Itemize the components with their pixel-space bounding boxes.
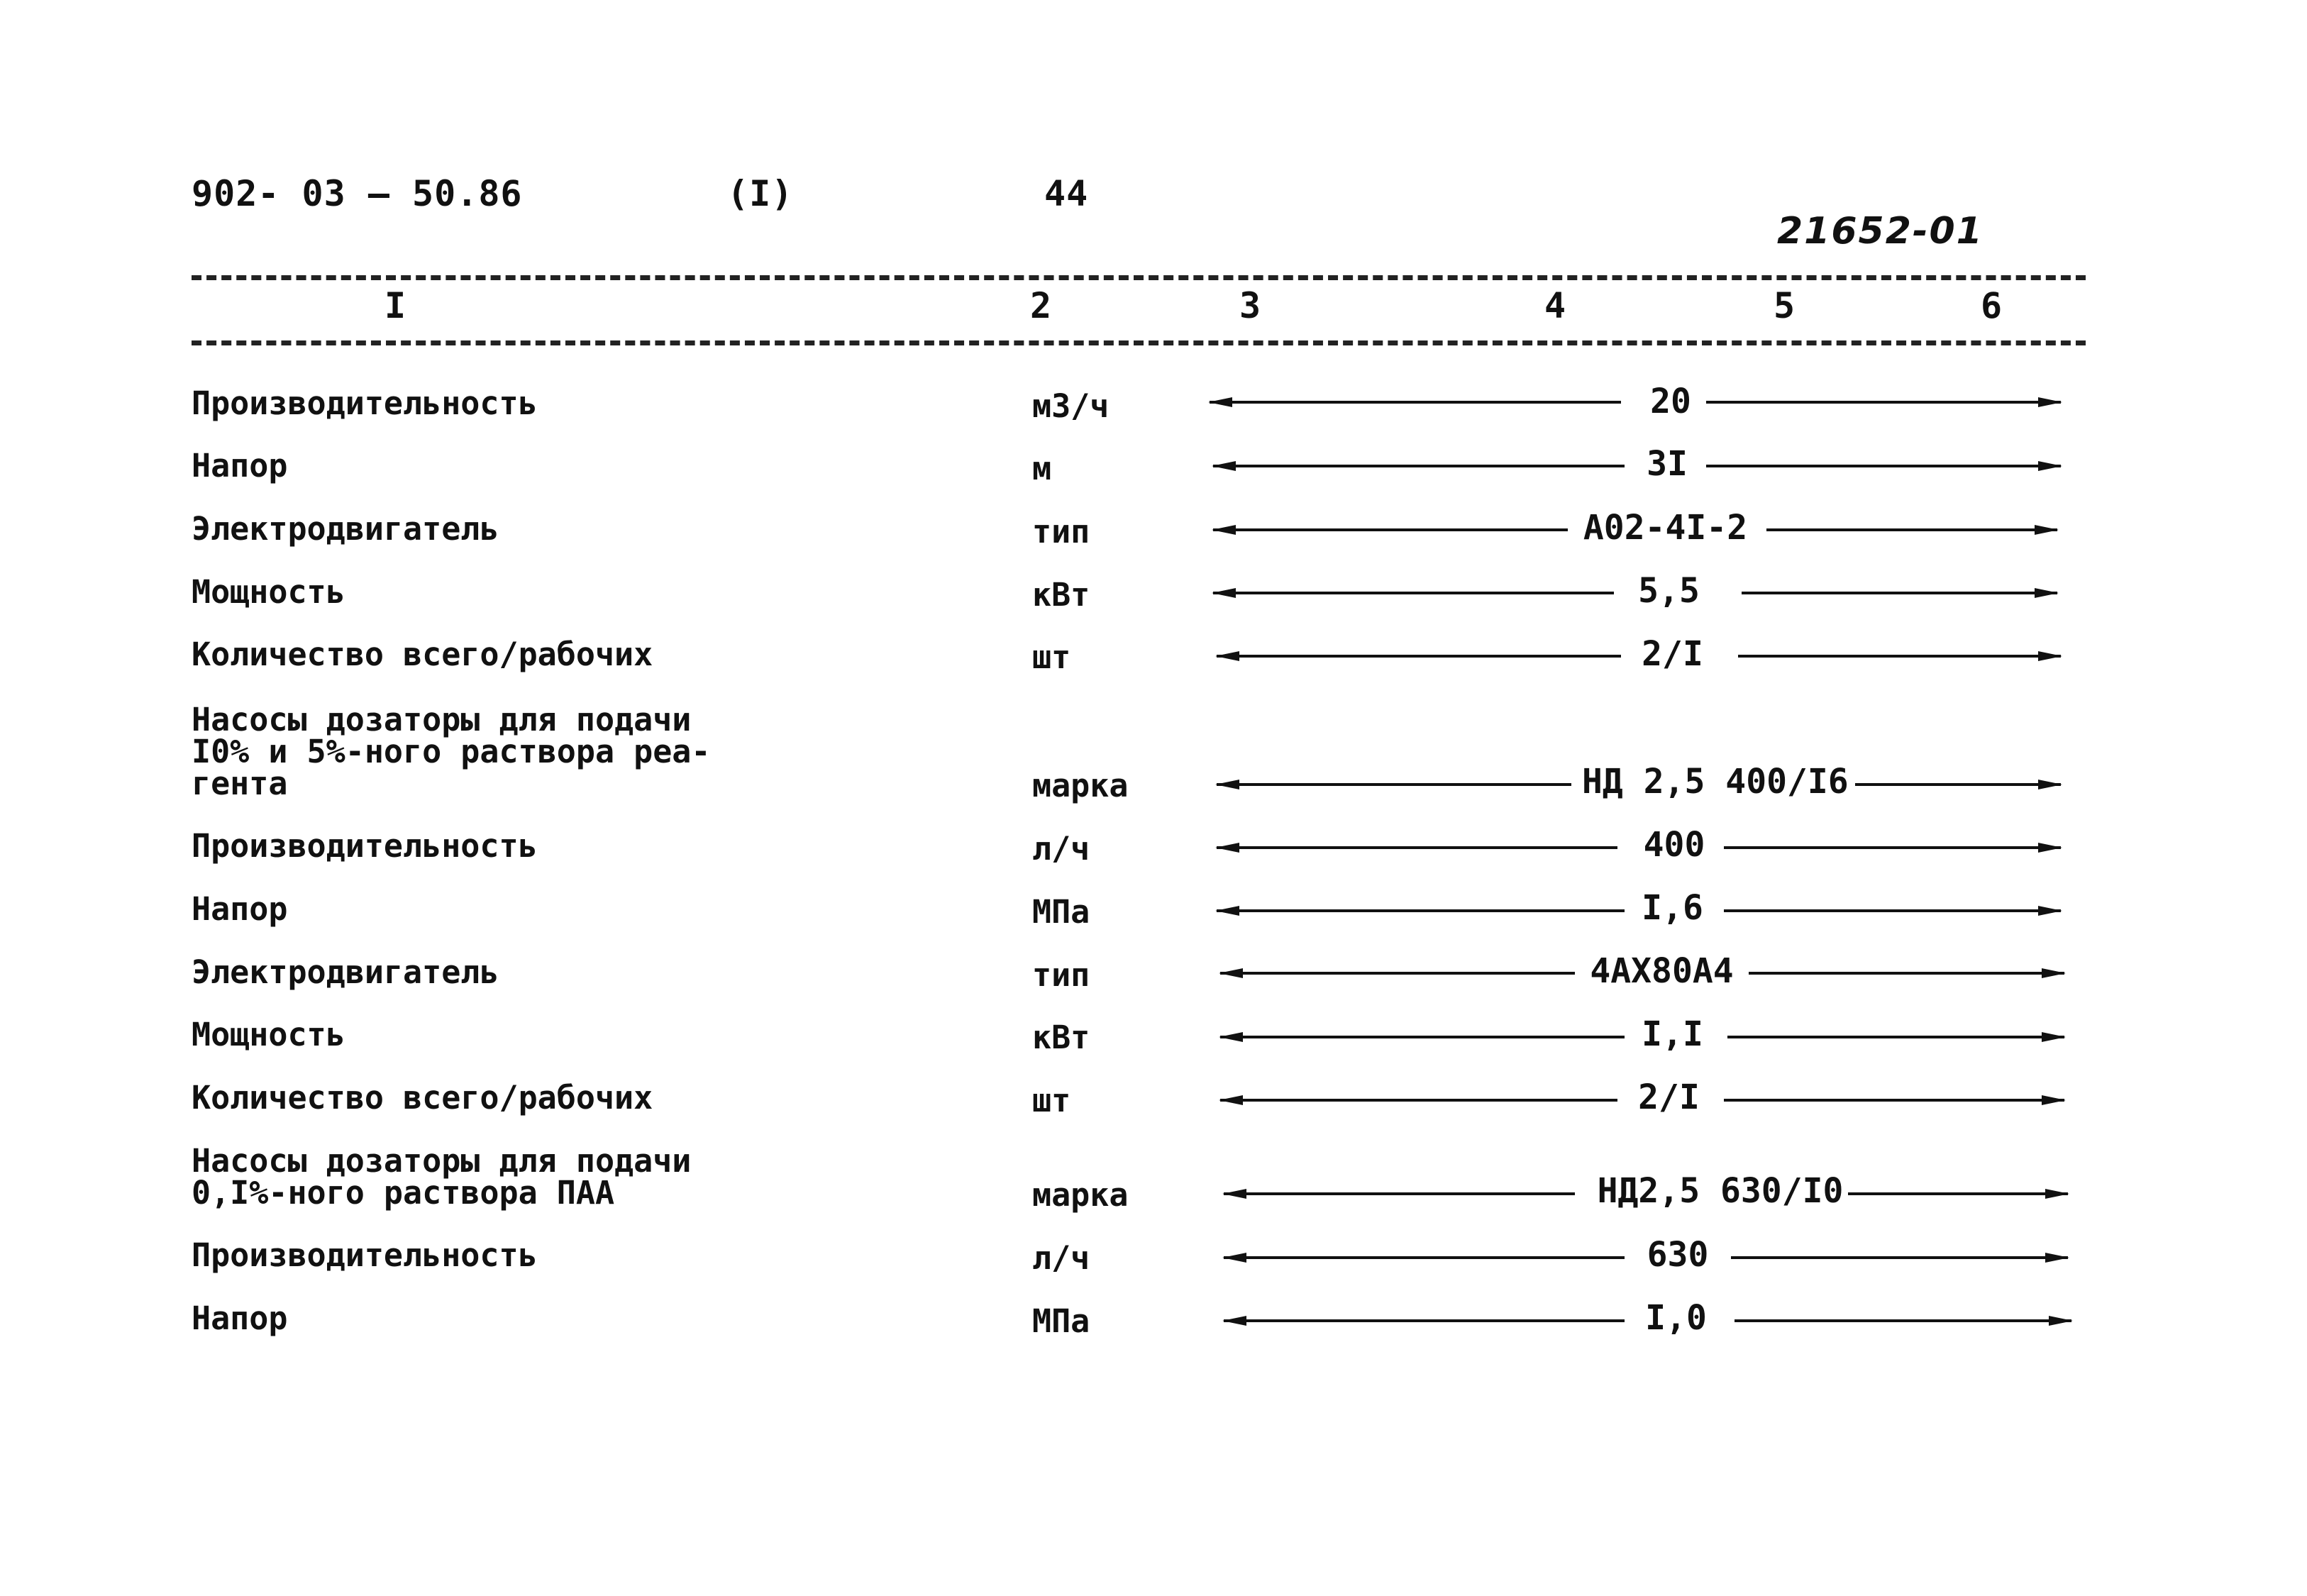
right-arrow	[1724, 1099, 2064, 1102]
row-label: Напор	[192, 447, 288, 484]
row-value: НД 2,5 400/I6	[1582, 762, 1849, 802]
page-number: 44	[1044, 173, 1089, 214]
row-label: Напор	[192, 890, 288, 928]
right-arrow	[1749, 972, 2064, 975]
column-number-1: I	[384, 285, 406, 326]
row-unit: кВт	[1032, 1019, 1090, 1056]
right-arrow	[1706, 401, 2061, 404]
row-label: Напор	[192, 1299, 288, 1337]
row-label: Электродвигатель	[192, 953, 499, 991]
row-label: Мощность	[192, 573, 345, 611]
left-arrow	[1210, 401, 1621, 404]
table-header-bottom-rule	[192, 340, 2086, 345]
table-header-top-rule	[192, 275, 2086, 280]
right-arrow	[1724, 846, 2061, 849]
left-arrow	[1224, 1256, 1625, 1259]
volume-number: (I)	[727, 173, 794, 214]
inventory-number: 21652-01	[1777, 210, 1984, 253]
row-unit: шт	[1032, 1082, 1071, 1119]
right-arrow	[1855, 783, 2061, 786]
left-arrow	[1220, 1099, 1617, 1102]
row-unit: м	[1032, 450, 1052, 487]
row-value: 20	[1650, 382, 1691, 421]
row-value: I,6	[1642, 888, 1703, 928]
row-value: 4АХ80А4	[1590, 951, 1734, 991]
row-unit: марка	[1032, 767, 1129, 804]
column-number-4: 4	[1544, 285, 1566, 326]
left-arrow	[1213, 465, 1625, 467]
right-arrow	[1724, 909, 2061, 912]
left-arrow	[1213, 592, 1614, 594]
right-arrow	[1738, 655, 2061, 658]
right-arrow	[1731, 1256, 2068, 1259]
row-unit: МПа	[1032, 893, 1090, 931]
row-value: 630	[1647, 1235, 1709, 1275]
row-value: 2/I	[1638, 1077, 1700, 1117]
row-unit: марка	[1032, 1176, 1129, 1214]
row-unit: тип	[1032, 956, 1090, 994]
right-arrow	[1766, 528, 2057, 531]
left-arrow	[1220, 1036, 1625, 1038]
row-value: 2/I	[1642, 634, 1703, 674]
row-unit: кВт	[1032, 576, 1090, 614]
left-arrow	[1224, 1192, 1575, 1195]
column-number-2: 2	[1030, 285, 1052, 326]
left-arrow	[1220, 972, 1575, 975]
left-arrow	[1213, 528, 1568, 531]
row-value: А02-4I-2	[1583, 508, 1748, 548]
row-label: Производительность	[192, 1236, 538, 1274]
row-unit: МПа	[1032, 1302, 1090, 1340]
row-value: I,I	[1642, 1014, 1703, 1054]
right-arrow	[1735, 1319, 2071, 1322]
right-arrow	[1848, 1192, 2068, 1195]
left-arrow	[1217, 783, 1571, 786]
row-value: 3I	[1647, 444, 1688, 484]
row-label: Электродвигатель	[192, 510, 499, 548]
row-unit: л/ч	[1032, 830, 1090, 868]
column-number-6: 6	[1981, 285, 2003, 326]
left-arrow	[1224, 1319, 1625, 1322]
left-arrow	[1217, 655, 1621, 658]
right-arrow	[1742, 592, 2057, 594]
row-unit: м3/ч	[1032, 387, 1110, 425]
row-label: Количество всего/рабочих	[192, 1079, 653, 1116]
column-number-5: 5	[1774, 285, 1796, 326]
document-code: 902- 03 – 50.86	[192, 173, 523, 214]
row-label: Производительность	[192, 827, 538, 865]
left-arrow	[1217, 909, 1625, 912]
row-value: I,0	[1645, 1298, 1707, 1338]
row-label: Количество всего/рабочих	[192, 636, 653, 673]
right-arrow	[1706, 465, 2061, 467]
row-value: 5,5	[1638, 571, 1700, 611]
left-arrow	[1217, 846, 1617, 849]
row-label: Насосы дозаторы для подачи I0% и 5%-ного раствора реа- гента	[192, 701, 711, 802]
row-value: НД2,5 630/I0	[1597, 1171, 1844, 1211]
row-value: 400	[1643, 825, 1705, 865]
row-label: Насосы дозаторы для подачи 0,I%-ного раствора ПАА	[192, 1142, 692, 1212]
right-arrow	[1727, 1036, 2064, 1038]
row-unit: тип	[1032, 513, 1090, 550]
row-label: Производительность	[192, 384, 538, 422]
row-label: Мощность	[192, 1016, 345, 1053]
row-unit: шт	[1032, 638, 1071, 676]
column-number-3: 3	[1239, 285, 1261, 326]
row-unit: л/ч	[1032, 1239, 1090, 1277]
